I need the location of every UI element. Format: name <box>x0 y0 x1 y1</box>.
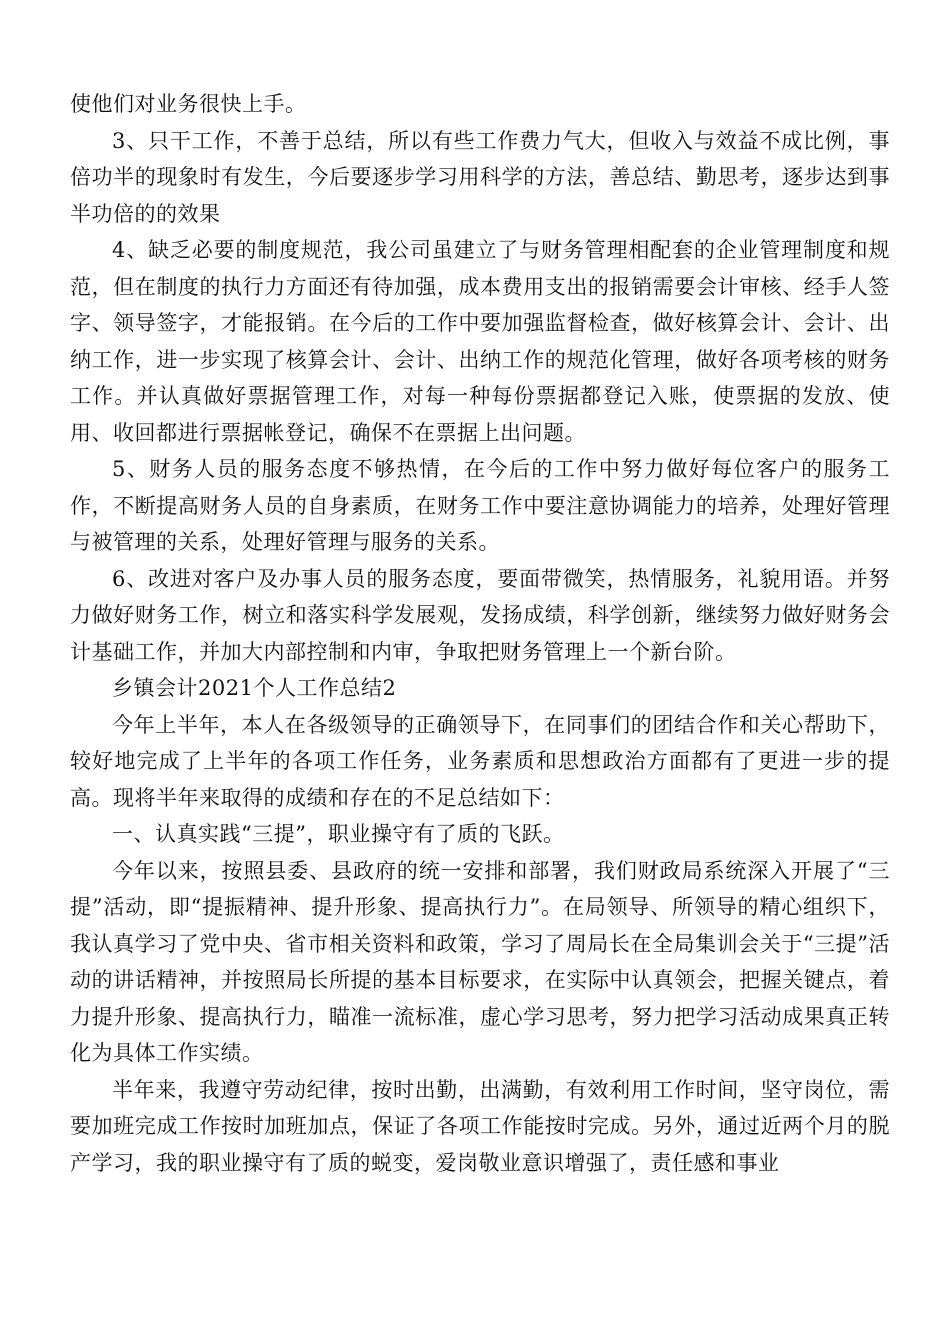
section-heading: 乡镇会计2021个人工作总结2 <box>112 676 397 700</box>
paragraph-item-3: 3、只干工作，不善于总结，所以有些工作费力气大，但收入与效益不成比例，事倍功半的现象时有发生，今后要逐步学习用科学的方法，善总结、勤思考，逐步达到事半功倍的的效果 <box>70 128 890 226</box>
document-body <box>70 86 890 1181</box>
paragraph-item-4: 4、缺乏必要的制度规范，我公司虽建立了与财务管理相配套的企业管理制度和规范，但在制度的执行力方面还有待加强，成本费用支出的报销需要会计审核、经手人签字、领导签字，才能报销。在今后的工作中要加强监督检查，做好核算会计、会计、出纳工作，进一步实现了核算会计、会计、出纳工作的规范化管理，做好各项考核的财务工作。并认真做好票据管理工作，对每一种每份票据都登记入账，使票据的发放、使用、收回都进行票据帐登记，确保不在票据上出问题。 <box>70 238 890 445</box>
paragraph-intro: 今年上半年，本人在各级领导的正确领导下，在同事们的团结合作和关心帮助下，较好地完成了上半年的各项工作任务，业务素质和思想政治方面都有了更进一步的提高。现将半年来取得的成绩和存在的不足总结如下： <box>70 712 890 810</box>
paragraph-item-6: 6、改进对客户及办事人员的服务态度，要面带微笑，热情服务，礼貌用语。并努力做好财务工作，树立和落实科学发展观，发扬成绩，科学创新，继续努力做好财务会计基础工作，并加大内部控制和内审，争取把财务管理上一个新台阶。 <box>70 566 890 664</box>
subsection-heading: 一、认真实践“三提”，职业操守有了质的飞跃。 <box>112 822 565 846</box>
paragraph-body-2: 半年来，我遵守劳动纪律，按时出勤，出满勤，有效利用工作时间，坚守岗位，需要加班完成工作按时加班加点，保证了各项工作能按时完成。另外，通过近两个月的脱产学习，我的职业操守有了质的蜕变，爱岗敬业意识增强了，责任感和事业 <box>70 1077 890 1175</box>
paragraph-body-1: 今年以来，按照县委、县政府的统一安排和部署，我们财政局系统深入开展了“三提”活动，即“提振精神、提升形象、提高执行力”。在局领导、所领导的精心组织下，我认真学习了党中央、省市相关资料和政策，学习了周局长在全局集训会关于“三提”活动的讲话精神，并按照局长所提的基本目标要求，在实际中认真领会，把握关键点，着力提升形象、提高执行力，瞄准一流标准，虚心学习思考，努力把学习活动成果真正转化为具体工作实绩。 <box>70 858 890 1065</box>
paragraph-item-5: 5、财务人员的服务态度不够热情，在今后的工作中努力做好每位客户的服务工作，不断提高财务人员的自身素质，在财务工作中要注意协调能力的培养，处理好管理与被管理的关系，处理好管理与服务的关系。 <box>70 457 890 554</box>
paragraph-continuation: 使他们对业务很快上手。 <box>70 92 307 116</box>
